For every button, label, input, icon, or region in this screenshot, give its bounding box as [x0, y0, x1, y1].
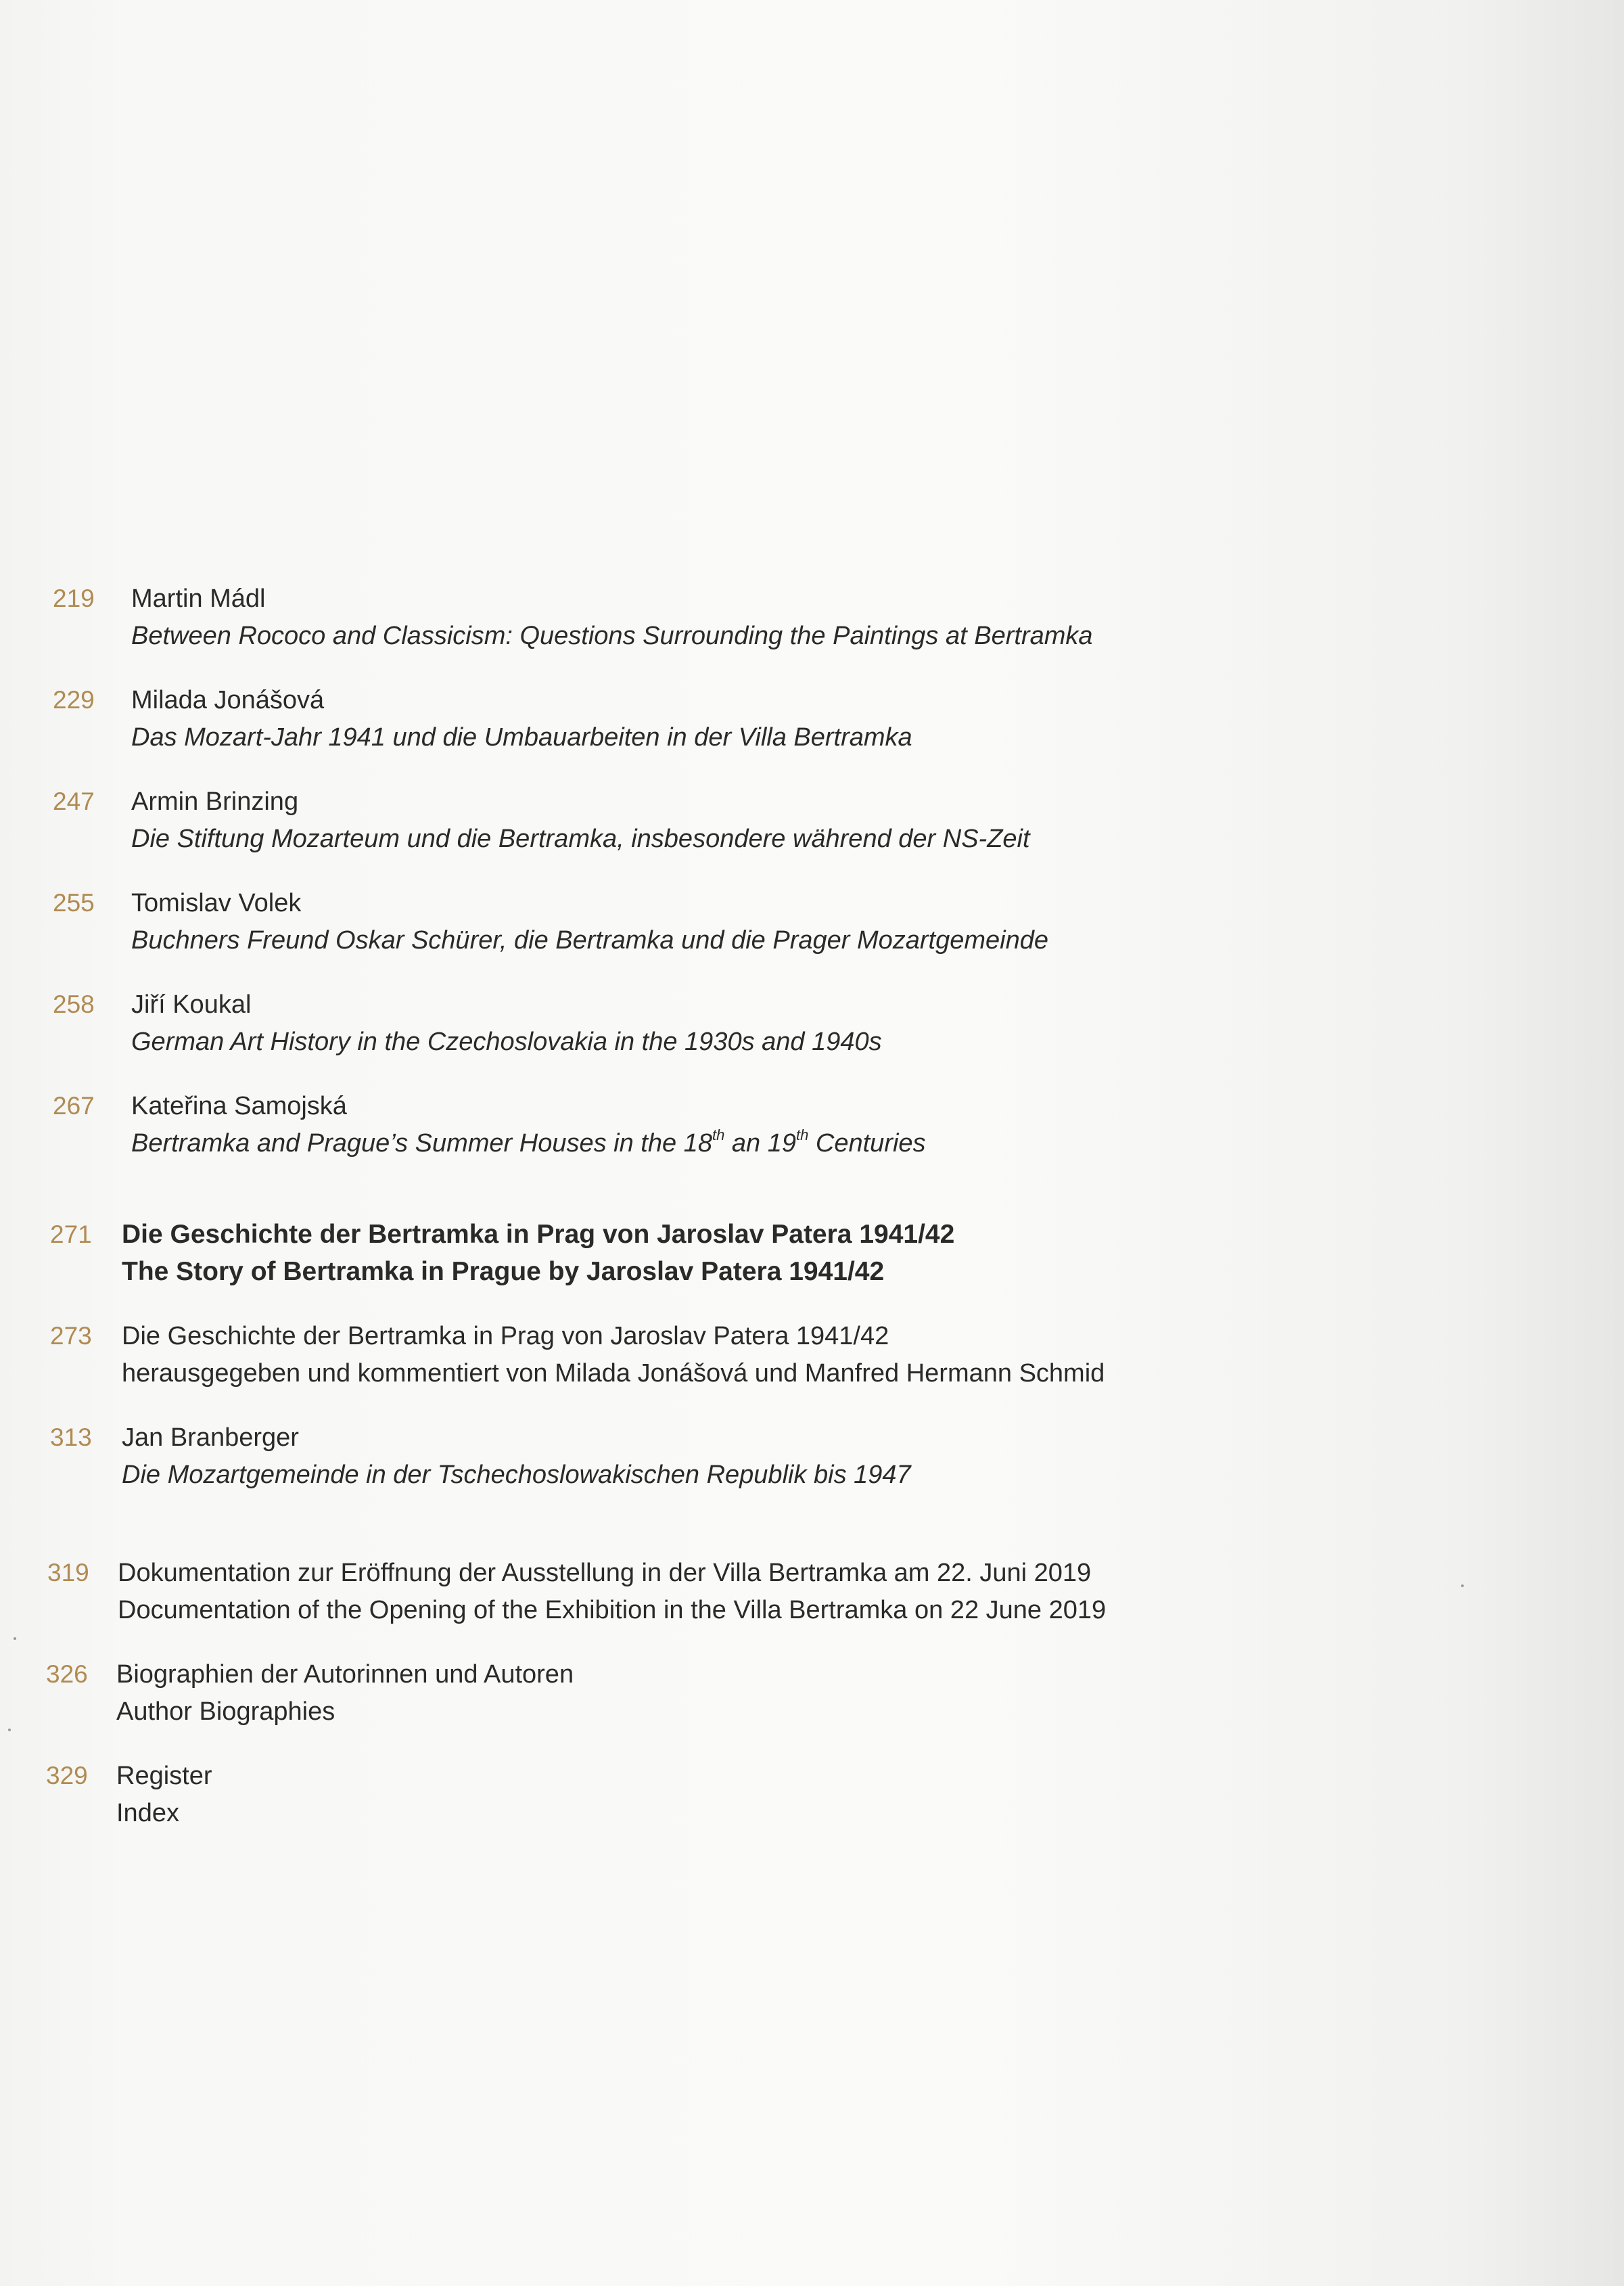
author-name: Jiří Koukal — [131, 990, 252, 1019]
article-title: Die Mozartgemeinde in der Tschechoslowakischen Republik bis 1947 — [122, 1461, 911, 1489]
page-number: 329 — [46, 1762, 88, 1789]
page-number: 255 — [53, 889, 95, 917]
article-title: Die Stiftung Mozarteum und die Bertramka, insbesondere während der NS-Zeit — [131, 825, 1030, 853]
page-number: 267 — [53, 1092, 95, 1120]
title-part: an 19 — [724, 1129, 796, 1158]
page-number: 319 — [47, 1559, 89, 1586]
table-of-contents — [0, 580, 1624, 1827]
toc-entry — [0, 986, 1624, 1088]
paper-speck — [8, 1729, 11, 1731]
page-number: 229 — [53, 686, 95, 714]
entry-title: Dokumentation zur Eröffnung der Ausstellung in der Villa Bertramka am 22. Juni 2019 — [118, 1559, 1092, 1587]
paper-speck — [1461, 1584, 1464, 1587]
article-title — [131, 1125, 926, 1162]
author-name: Kateřina Samojská — [131, 1092, 347, 1120]
article-title: Buchners Freund Oskar Schürer, die Bertramka und die Prager Mozartgemeinde — [131, 926, 1048, 955]
toc-entry — [0, 1088, 1624, 1189]
toc-entry — [0, 1419, 1624, 1521]
article-title: Das Mozart-Jahr 1941 und die Umbauarbeiten in der Villa Bertramka — [131, 723, 912, 752]
entry-subtitle: Index — [116, 1799, 179, 1827]
page-number: 247 — [53, 787, 95, 815]
page-number: 258 — [53, 990, 95, 1018]
page-number: 273 — [50, 1322, 92, 1350]
author-name: Jan Branberger — [122, 1423, 299, 1452]
title-part: Bertramka and Prague’s Summer Houses in the 18 — [131, 1129, 712, 1158]
paper-speck — [14, 1637, 16, 1640]
superscript: th — [795, 1126, 809, 1143]
author-name: Milada Jonášová — [131, 686, 325, 714]
author-name: Tomislav Volek — [131, 889, 302, 917]
toc-entry — [0, 580, 1624, 682]
toc-section-entry — [0, 1216, 1624, 1318]
page-number: 219 — [53, 585, 95, 612]
article-title: German Art History in the Czechoslovakia in the 1930s and 1940s — [131, 1028, 882, 1056]
toc-entry — [0, 682, 1624, 783]
toc-entry — [0, 1758, 1624, 1859]
article-title: Between Rococo and Classicism: Questions Surrounding the Paintings at Bertramka — [131, 622, 1093, 650]
page-number: 313 — [50, 1423, 92, 1451]
entry-title: Die Geschichte der Bertramka in Prag von Jaroslav Patera 1941/42 — [122, 1322, 889, 1350]
toc-entry — [0, 783, 1624, 885]
entry-title: Biographien der Autorinnen und Autoren — [116, 1660, 574, 1689]
section-title-english: The Story of Bertramka in Prague by Jaroslav Patera 1941/42 — [122, 1257, 885, 1286]
toc-entry — [0, 1318, 1624, 1419]
entry-subtitle: Documentation of the Opening of the Exhibition in the Villa Bertramka on 22 June 2019 — [118, 1596, 1107, 1624]
toc-entry — [0, 1555, 1624, 1656]
entry-title: Register — [116, 1762, 212, 1790]
superscript: th — [712, 1126, 725, 1143]
author-name: Armin Brinzing — [131, 787, 299, 816]
section-title-german: Die Geschichte der Bertramka in Prag von Jaroslav Patera 1941/42 — [122, 1220, 955, 1249]
toc-entry — [0, 1656, 1624, 1758]
page-number: 326 — [46, 1660, 88, 1688]
page-number: 271 — [50, 1220, 92, 1248]
author-name: Martin Mádl — [131, 585, 266, 613]
entry-subtitle: herausgegeben und kommentiert von Milada Jonášová und Manfred Hermann Schmid — [122, 1359, 1105, 1388]
entry-subtitle: Author Biographies — [116, 1697, 335, 1726]
title-part: Centuries — [808, 1129, 926, 1158]
toc-entry — [0, 885, 1624, 986]
